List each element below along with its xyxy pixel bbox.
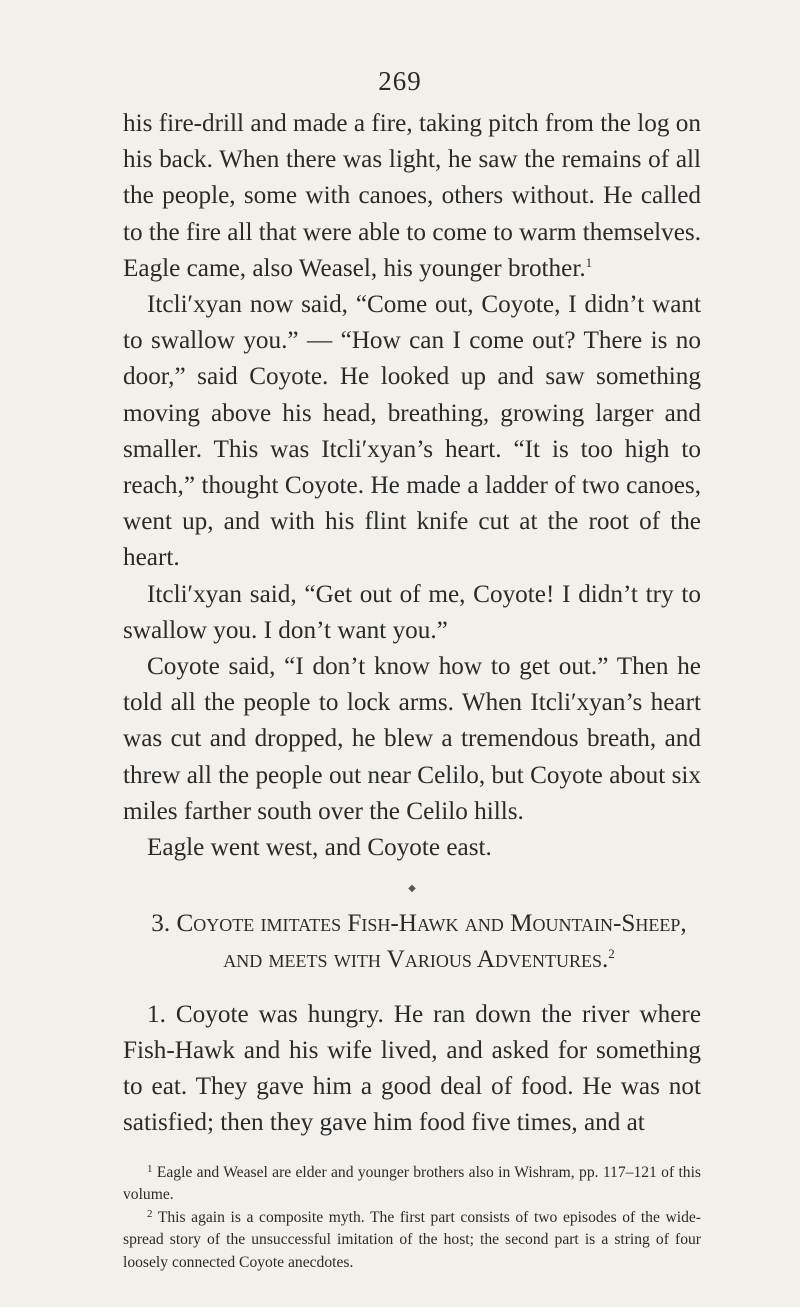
- footnotes: [123, 1162, 701, 1274]
- page-number: 269: [378, 66, 422, 96]
- paragraph: Coyote said, “I don’t know how to get out.” Then he told all the people to lock arms. When Itcli′xyan’s heart was cut and dropped, he blew a tremendous breath, and threw all the people out near Celilo, but Coyote about six miles farther south over the Celilo hills.: [123, 653, 701, 825]
- section-number: 3.: [151, 910, 171, 938]
- main-text: [123, 106, 701, 1141]
- footnote-mark: 2: [147, 1207, 153, 1220]
- footnote-reference: 2: [608, 946, 615, 962]
- section-heading: [123, 906, 701, 978]
- footnote: $^1$ Eagle and Weasel are elder and younger brothers also in Wishram, pp. 117–121 of this volume.: [123, 1163, 701, 1204]
- section-title: Coyote imitates Fish-Hawk and Mountain-Sheep, and meets with Various Adventures.: [176, 910, 687, 974]
- paragraph: Eagle went west, and Coyote east.: [147, 834, 492, 862]
- paragraph: Itcli′xyan now said, “Come out, Coyote, I didn’t want to swallow you.” — “How can I come out? There is no door,” said Coyote. He looked up and saw something moving above his head, breathing, growing larger and smaller. This was Itcli′xyan’s heart. “It is too high to reach,” thought Coyote. He made a ladder of two canoes, went up, and with his flint knife cut at the root of the heart.: [123, 291, 701, 572]
- paragraph: 1. Coyote was hungry. He ran down the river where Fish-Hawk and his wife lived, and asked for something to eat. They gave him a good deal of food. He was not satisfied; then they gave him food five times, and at: [123, 1000, 701, 1137]
- section-ornament: ◆: [408, 883, 416, 895]
- footnote-reference: 1: [585, 254, 593, 270]
- footnote-mark: 1: [147, 1163, 153, 1175]
- paragraph: Itcli′xyan said, “Get out of me, Coyote! I didn’t try to swallow you. I don’t want you.”: [123, 580, 701, 644]
- paragraph: his fire-drill and made a fire, taking pitch from the log on his back. When there was light, he saw the remains of all the people, some with canoes, others without. He called to the fire all that were able to come to warm themselves. Eagle came, also Weasel, his younger brother.$^1$: [123, 110, 701, 282]
- footnote: $^2$ This again is a composite myth. The first part consists of two episodes of the wide-spread story of the unsuccessful imitation of the host; the second part is a string of four loosely connected Coyote anecdotes.: [123, 1207, 701, 1271]
